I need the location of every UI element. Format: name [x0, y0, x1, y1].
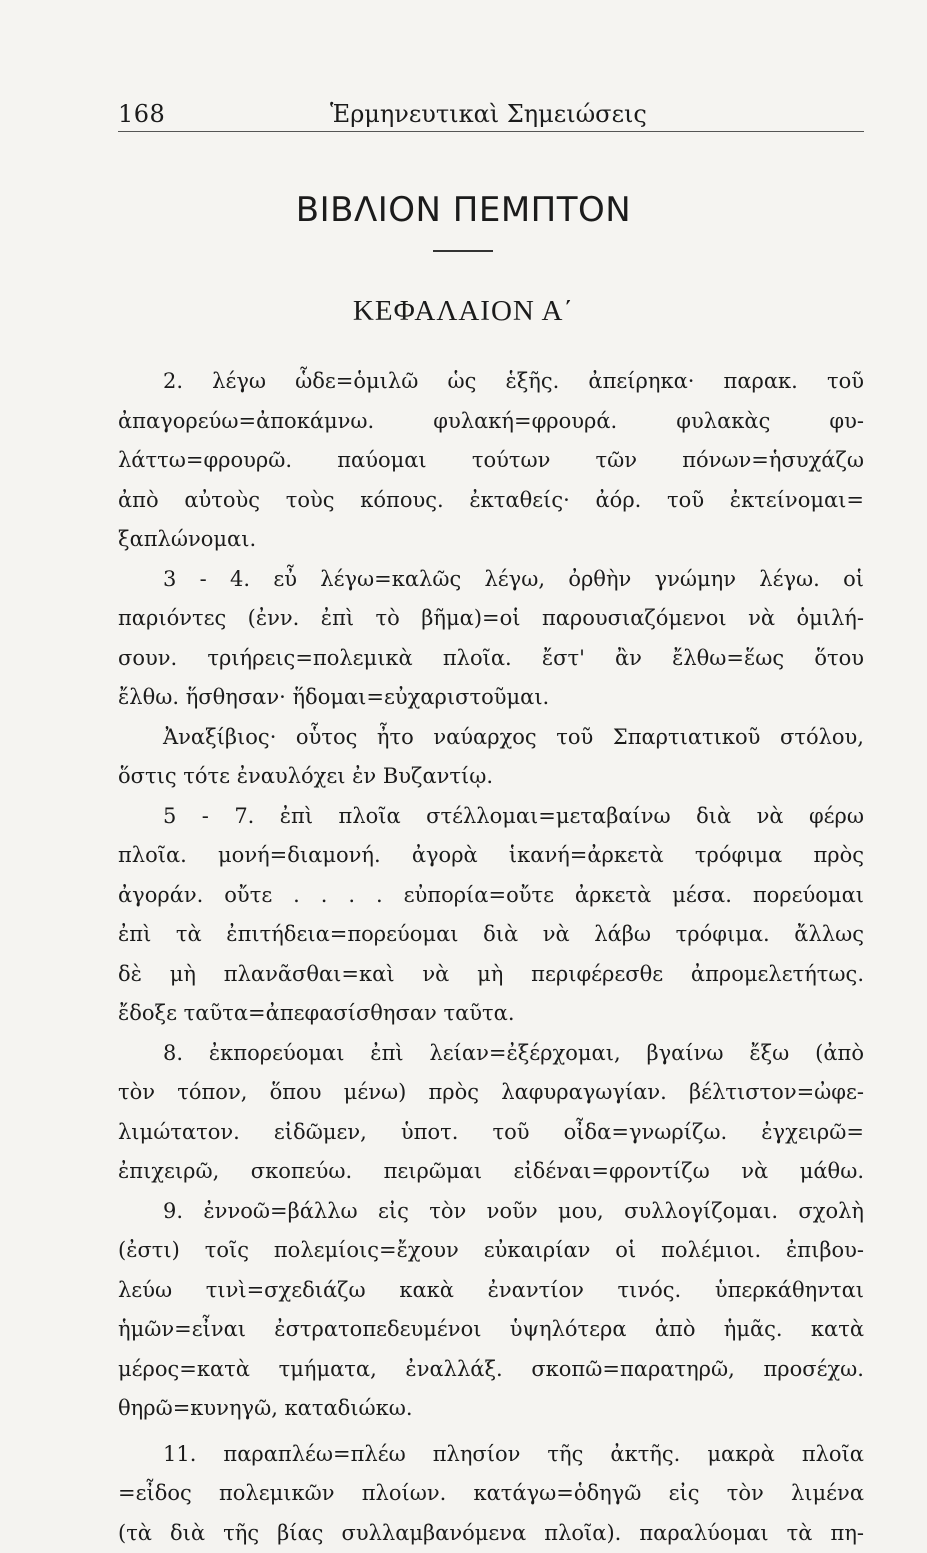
text-line: ἡμῶν=εἶναι ἐστρατοπεδευμένοι ὑψηλότερα ἀπὸ ἡμᾶς. κατὰ — [118, 1310, 864, 1350]
book-title: ΒΙΒΛΙΟΝ ΠΕΜΠΤΟΝ — [0, 190, 927, 230]
text-line: ὅστις τότε ἐναυλόχει ἐν Βυζαντίῳ. — [118, 757, 864, 797]
page-number: 168 — [118, 100, 165, 128]
text-line: (ἐστι) τοῖς πολεμίοις=ἔχουν εὐκαιρίαν οἱ πολέμιοι. ἐπιβου- — [118, 1231, 864, 1271]
chapter-title: ΚΕΦΑΛΑΙΟΝ Α΄ — [0, 295, 927, 328]
text-line: 9. ἐννοῶ=βάλλω εἰς τὸν νοῦν μου, συλλογίζομαι. σχολὴ — [118, 1192, 864, 1232]
text-line: ἀπαγορεύω=ἀποκάμνω. φυλακή=φρουρά. φυλακὰς φυ- — [118, 402, 864, 442]
text-line: ἔδοξε ταῦτα=ἀπεφασίσθησαν ταῦτα. — [118, 994, 864, 1034]
text-line: 2. λέγω ὧδε=ὁμιλῶ ὡς ἑξῆς. ἀπείρηκα· παρακ. τοῦ — [118, 362, 864, 402]
running-title: Ἑρμηνευτικαὶ Σημειώσεις — [330, 100, 647, 128]
text-line: λεύω τινὶ=σχεδιάζω κακὰ ἐναντίον τινός. ὑπερκάθηνται — [118, 1271, 864, 1311]
text-line: θηρῶ=κυνηγῶ, καταδιώκω. — [118, 1389, 864, 1429]
text-line: =εἶδος πολεμικῶν πλοίων. κατάγω=ὁδηγῶ εἰς τὸν λιμένα — [118, 1474, 864, 1514]
text-line: 11. παραπλέω=πλέω πλησίον τῆς ἀκτῆς. μακρὰ πλοῖα — [118, 1435, 864, 1475]
text-line: ξαπλώνομαι. — [118, 520, 864, 560]
text-line: παριόντες (ἐνν. ἐπὶ τὸ βῆμα)=οἱ παρουσιαζόμενοι νὰ ὁμιλή- — [118, 599, 864, 639]
text-line: Ἀναξίβιος· οὗτος ἦτο ναύαρχος τοῦ Σπαρτιατικοῦ στόλου, — [118, 718, 864, 758]
text-line: λιμώτατον. εἰδῶμεν, ὑποτ. τοῦ οἶδα=γνωρίζω. ἐγχειρῶ= — [118, 1113, 864, 1153]
text-line: ἀπὸ αὐτοὺς τοὺς κόπους. ἐκταθείς· ἀόρ. τοῦ ἐκτείνομαι= — [118, 481, 864, 521]
text-line: (τὰ διὰ τῆς βίας συλλαμβανόμενα πλοῖα). παραλύομαι τὰ πη- — [118, 1514, 864, 1553]
text-line: ἀγοράν. οὔτε . . . . εὐπορία=οὔτε ἀρκετὰ μέσα. πορεύομαι — [118, 876, 864, 916]
text-line: 3 - 4. εὖ λέγω=καλῶς λέγω, ὀρθὴν γνώμην λέγω. οἱ — [118, 560, 864, 600]
text-line: λάττω=φρουρῶ. παύομαι τούτων τῶν πόνων=ἡσυχάζω — [118, 441, 864, 481]
text-line: ἔλθω. ἥσθησαν· ἥδομαι=εὐχαριστοῦμαι. — [118, 678, 864, 718]
text-line: 8. ἐκπορεύομαι ἐπὶ λείαν=ἐξέρχομαι, βγαίνω ἔξω (ἀπὸ — [118, 1034, 864, 1074]
text-line: τὸν τόπον, ὅπου μένω) πρὸς λαφυραγωγίαν. βέλτιστον=ὠφε- — [118, 1073, 864, 1113]
text-line: 5 - 7. ἐπὶ πλοῖα στέλλομαι=μεταβαίνω διὰ νὰ φέρω — [118, 797, 864, 837]
text-line: ἐπιχειρῶ, σκοπεύω. πειρῶμαι εἰδέναι=φροντίζω νὰ μάθω. — [118, 1152, 864, 1192]
text-line: μέρος=κατὰ τμήματα, ἐναλλάξ. σκοπῶ=παρατηρῶ, προσέχω. — [118, 1350, 864, 1390]
header-rule — [118, 131, 864, 132]
page-header — [118, 96, 864, 128]
text-line: πλοῖα. μονή=διαμονή. ἀγορὰ ἱκανή=ἀρκετὰ τρόφιμα πρὸς — [118, 836, 864, 876]
text-line: δὲ μὴ πλανᾶσθαι=καὶ νὰ μὴ περιφέρεσθε ἀπρομελετήτως. — [118, 955, 864, 995]
text-line: ἐπὶ τὰ ἐπιτήδεια=πορεύομαι διὰ νὰ λάβω τρόφιμα. ἄλλως — [118, 915, 864, 955]
title-divider — [433, 250, 493, 252]
text-line: σουν. τριήρεις=πολεμικὰ πλοῖα. ἔστ' ἂν ἔλθω=ἕως ὅτου — [118, 639, 864, 679]
commentary-text — [118, 362, 864, 1553]
